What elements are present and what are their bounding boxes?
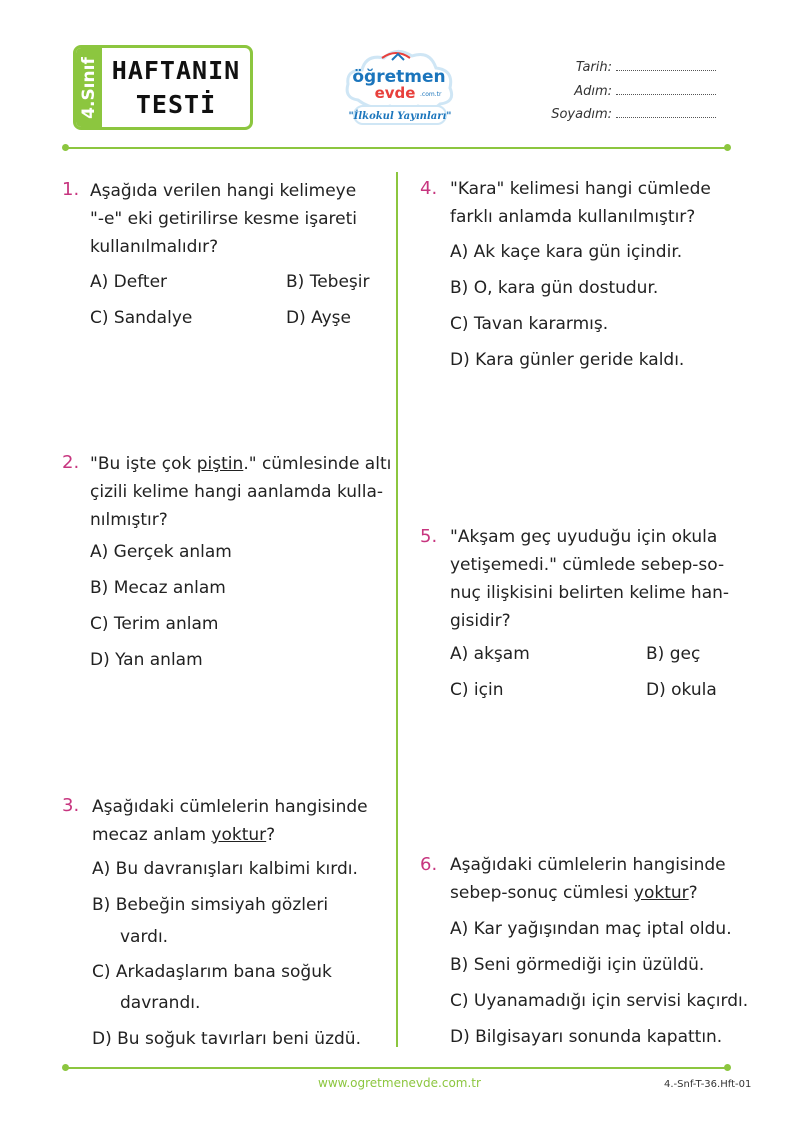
underlined-word: piştin xyxy=(196,454,244,474)
option-b[interactable]: B) Mecaz anlam xyxy=(90,578,226,598)
stem-line: "Kara" kelimesi hangi cümlede xyxy=(450,179,711,199)
stem-line: Aşağıda verilen hangi kelimeye xyxy=(90,181,357,201)
stem-line: nuç ilişkisini belirten kelime han- xyxy=(450,583,730,603)
name-dots xyxy=(616,84,716,95)
question-stem xyxy=(92,793,368,849)
logo-tagline: "İlkokul Yayınları" xyxy=(348,111,452,122)
question-number: 6. xyxy=(420,854,438,875)
stem-line: yetişemedi." cümlede sebep-so- xyxy=(450,555,725,575)
footer-divider-right-dot xyxy=(724,1064,731,1071)
option-b[interactable]: B) O, kara gün dostudur. xyxy=(450,278,659,298)
footer-divider xyxy=(66,1067,728,1069)
option-d[interactable]: D) Yan anlam xyxy=(90,650,203,670)
date-label: Tarih: xyxy=(575,60,612,75)
option-a[interactable]: A) Ak kaçe kara gün içindir. xyxy=(450,242,683,262)
question-stem xyxy=(450,851,726,907)
question-number: 5. xyxy=(420,526,438,547)
logo-text-top: öğretmen xyxy=(352,67,446,87)
grade-tab xyxy=(76,48,102,127)
stem-text: ? xyxy=(266,825,276,845)
footer-code: 4.-Snf-T-36.Hft-01 xyxy=(664,1079,752,1090)
stem-line: farklı anlamda kullanılmıştır? xyxy=(450,207,696,227)
question-number: 1. xyxy=(62,179,80,200)
option-b[interactable]: B) Bebeğin simsiyah gözleri xyxy=(92,895,329,915)
option-b[interactable]: B) Seni görmediği için üzüldü. xyxy=(450,955,705,975)
stem-line: Aşağıdaki cümlelerin hangisinde xyxy=(92,797,368,817)
title-line-1: HAFTANIN xyxy=(111,56,241,85)
option-c[interactable]: C) Tavan kararmış. xyxy=(450,314,609,334)
column-divider xyxy=(396,172,398,1047)
question-stem xyxy=(90,450,391,534)
option-d[interactable]: D) Bu soğuk tavırları beni üzdü. xyxy=(92,1029,361,1049)
option-c[interactable]: C) Arkadaşlarım bana soğuk xyxy=(92,962,332,982)
name-label: Adım: xyxy=(574,84,612,99)
option-d[interactable]: D) Ayşe xyxy=(286,308,351,328)
option-a[interactable]: A) Bu davranışları kalbimi kırdı. xyxy=(92,859,358,879)
stem-line: "-e" eki getirilirse kesme işareti xyxy=(90,209,358,229)
publisher-logo xyxy=(340,44,458,132)
stem-line: "Akşam geç uyuduğu için okula xyxy=(450,527,718,547)
date-field xyxy=(576,60,716,75)
stem-text: mecaz anlam xyxy=(92,825,212,845)
option-c[interactable]: C) için xyxy=(450,680,504,700)
question-number: 3. xyxy=(62,795,80,816)
stem-line: kullanılmalıdır? xyxy=(90,237,219,257)
underlined-word: yoktur xyxy=(211,825,267,845)
header-divider-right-dot xyxy=(724,144,731,151)
date-dots xyxy=(616,60,716,71)
option-c[interactable]: C) Sandalye xyxy=(90,308,193,328)
option-c-continued: davrandı. xyxy=(120,993,201,1013)
option-b-continued: vardı. xyxy=(120,927,169,947)
stem-line: çizili kelime hangi aanlamda kulla- xyxy=(90,482,384,502)
option-d[interactable]: D) Kara günler geride kaldı. xyxy=(450,350,685,370)
question-stem xyxy=(90,177,357,261)
stem-line xyxy=(90,450,391,478)
underlined-word: yoktur xyxy=(633,883,689,903)
stem-line xyxy=(92,821,368,849)
option-a[interactable]: A) Gerçek anlam xyxy=(90,542,232,562)
title-badge xyxy=(73,45,253,130)
option-a[interactable]: A) Defter xyxy=(90,272,168,292)
stem-line: gisidir? xyxy=(450,611,511,631)
option-b[interactable]: B) geç xyxy=(646,644,701,664)
title-line-2: TESTİ xyxy=(135,90,217,119)
logo-domain: .com.tr xyxy=(420,91,442,98)
stem-text: ." cümlesinde altı xyxy=(243,454,392,474)
stem-text: "Bu işte çok xyxy=(90,454,197,474)
option-a[interactable]: A) akşam xyxy=(450,644,530,664)
option-c[interactable]: C) Terim anlam xyxy=(90,614,219,634)
stem-line xyxy=(450,879,726,907)
option-d[interactable]: D) Bilgisayarı sonunda kapattın. xyxy=(450,1027,723,1047)
cloud-logo-icon xyxy=(340,44,458,132)
question-stem xyxy=(450,523,729,635)
question-stem xyxy=(450,175,711,231)
stem-line: Aşağıdaki cümlelerin hangisinde xyxy=(450,855,726,875)
option-b[interactable]: B) Tebeşir xyxy=(286,272,370,292)
header-divider xyxy=(66,147,728,149)
surname-dots xyxy=(616,107,716,118)
question-number: 2. xyxy=(62,452,80,473)
surname-label: Soyadım: xyxy=(551,107,612,122)
surname-field xyxy=(551,107,716,122)
option-c[interactable]: C) Uyanamadığı için servisi kaçırdı. xyxy=(450,991,749,1011)
stem-text: sebep-sonuç cümlesi xyxy=(450,883,634,903)
grade-label: 4.Sınıf xyxy=(79,56,99,119)
stem-line: nılmıştır? xyxy=(90,510,168,530)
question-number: 4. xyxy=(420,178,438,199)
footer-website[interactable]: www.ogretmenevde.com.tr xyxy=(318,1076,481,1090)
stem-text: ? xyxy=(688,883,698,903)
option-a[interactable]: A) Kar yağışından maç iptal oldu. xyxy=(450,919,732,939)
option-d[interactable]: D) okula xyxy=(646,680,717,700)
logo-text-mid: evde xyxy=(374,84,416,102)
name-field xyxy=(574,84,716,99)
